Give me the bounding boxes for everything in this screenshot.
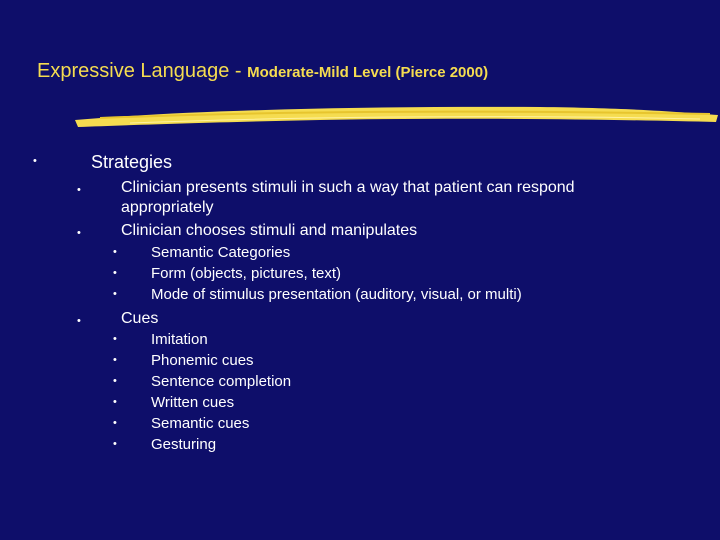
bullet-icon: •: [113, 375, 117, 387]
slide-title: [37, 60, 488, 83]
bullet-icon: •: [113, 396, 117, 408]
bullet-icon: •: [113, 267, 117, 279]
bullet-icon: •: [113, 333, 117, 345]
cue-label: Imitation: [151, 331, 208, 348]
cue-label: Gesturing: [151, 436, 217, 453]
slide-title-main: Expressive Language -: [37, 60, 248, 82]
presents-line-2: appropriately: [121, 199, 214, 216]
cue-label: Phonemic cues: [151, 352, 254, 369]
cue-label: Semantic cues: [151, 415, 250, 432]
manipulation-label: Mode of stimulus presentation (auditory, visual, or multi): [151, 286, 522, 303]
bullet-icon: •: [77, 227, 81, 239]
bullet-icon: •: [113, 288, 117, 300]
presents-line-1: Clinician presents stimuli in such a way that patient can respond: [121, 179, 575, 196]
bullet-icon: •: [33, 155, 37, 167]
manipulation-label: Semantic Categories: [151, 244, 291, 261]
cue-label: Written cues: [151, 394, 235, 411]
bullet-icon: •: [77, 184, 81, 196]
bullet-icon: •: [113, 246, 117, 258]
bullet-icon: •: [113, 417, 117, 429]
bullet-icon: •: [113, 354, 117, 366]
slide-title-subtitle: Moderate-Mild Level (Pierce 2000): [247, 64, 489, 81]
yellow-brush-stroke-divider: [70, 100, 720, 130]
cues-heading: Cues: [121, 310, 159, 327]
cue-label: Sentence completion: [151, 373, 292, 390]
bullet-icon: •: [113, 438, 117, 450]
strategies-label: Strategies: [91, 152, 173, 172]
manipulation-label: Form (objects, pictures, text): [151, 265, 342, 282]
chooses-label: Clinician chooses stimuli and manipulates: [121, 222, 418, 239]
bullet-icon: •: [77, 315, 81, 327]
